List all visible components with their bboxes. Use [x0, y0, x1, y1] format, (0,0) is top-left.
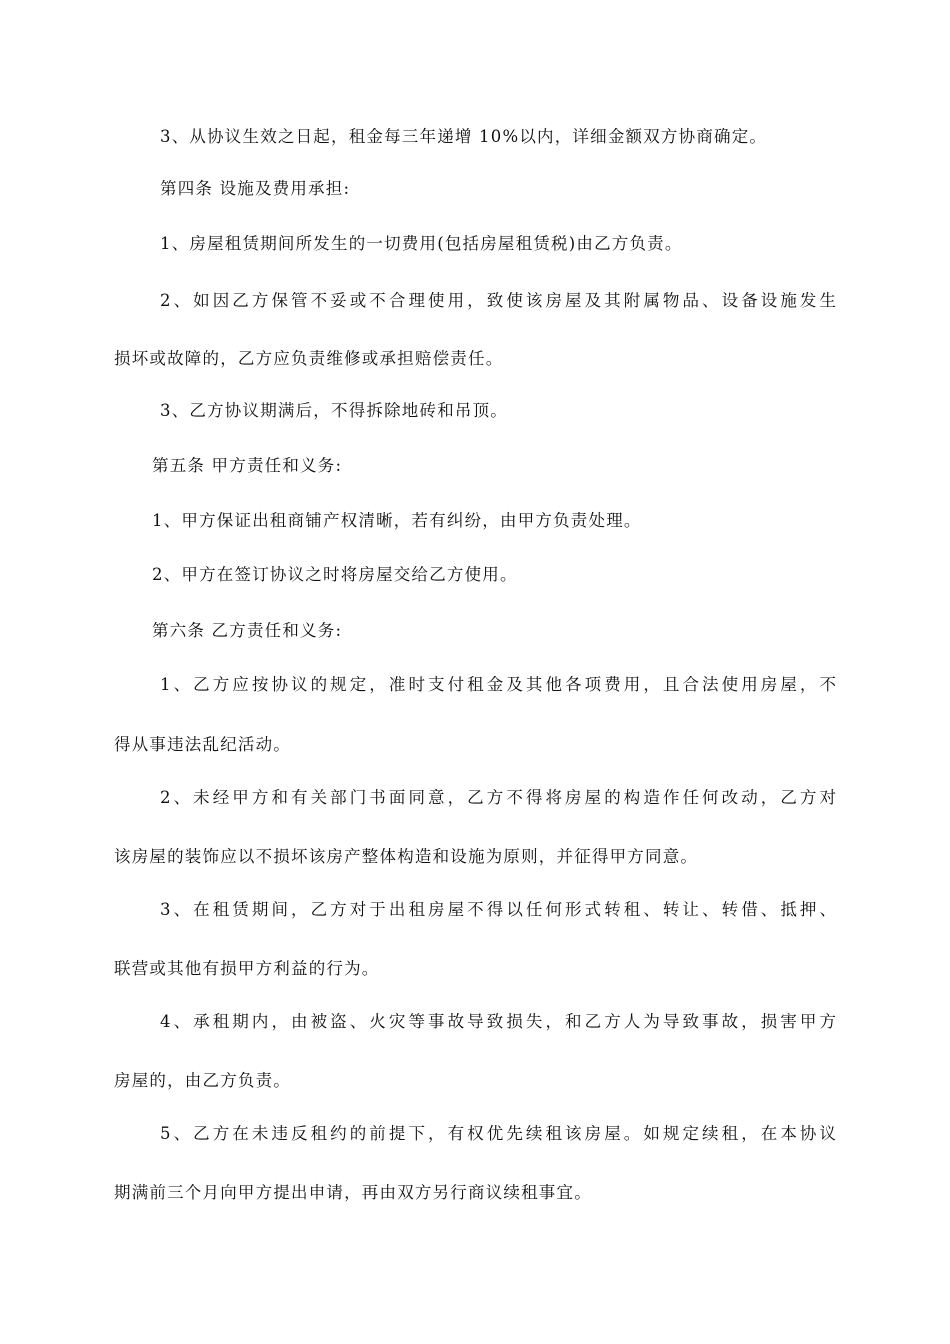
article-6-item-1-line-1: 1、乙方应按协议的规定，准时支付租金及其他各项费用，且合法使用房屋，不: [160, 675, 836, 694]
article-4-item-2-line-2: 损坏或故障的，乙方应负责维修或承担赔偿责任。: [114, 349, 504, 368]
article-6-item-5-line-2: 期满前三个月向甲方提出申请，再由双方另行商议续租事宜。: [114, 1183, 592, 1202]
article-5-item-1: 1、甲方保证出租商铺产权清晰，若有纠纷，由甲方负责处理。: [152, 511, 642, 530]
article-6-item-4-line-1: 4、承租期内，由被盗、火灾等事故导致损失，和乙方人为导致事故，损害甲方: [160, 1012, 836, 1031]
article-5-item-2: 2、甲方在签订协议之时将房屋交给乙方使用。: [152, 565, 518, 584]
article-4-item-3: 3、乙方协议期满后，不得拆除地砖和吊顶。: [160, 401, 508, 420]
article-6-item-2-line-1: 2、未经甲方和有关部门书面同意，乙方不得将房屋的构造作任何改动，乙方对: [160, 788, 836, 807]
article-6-item-1-line-2: 得从事违法乱纪活动。: [114, 735, 291, 754]
clause-rent-increase: 3、从协议生效之日起，租金每三年递增 10%以内，详细金额双方协商确定。: [160, 127, 768, 146]
article-6-item-3-line-2: 联营或其他有损甲方利益的行为。: [114, 959, 380, 978]
article-4-heading: 第四条 设施及费用承担:: [160, 179, 351, 198]
article-6-item-4-line-2: 房屋的，由乙方负责。: [114, 1071, 291, 1090]
article-4-item-1: 1、房屋租赁期间所发生的一切费用(包括房屋租赁税)由乙方负责。: [160, 234, 683, 253]
article-4-item-2-line-1: 2、如因乙方保管不妥或不合理使用，致使该房屋及其附属物品、设备设施发生: [160, 291, 836, 310]
article-6-item-5-line-1: 5、乙方在未违反租约的前提下，有权优先续租该房屋。如规定续租，在本协议: [160, 1124, 836, 1143]
article-6-item-2-line-2: 该房屋的装饰应以不损坏该房产整体构造和设施为原则，并征得甲方同意。: [114, 847, 699, 866]
article-6-item-3-line-1: 3、在租赁期间，乙方对于出租房屋不得以任何形式转租、转让、转借、抵押、: [160, 900, 836, 919]
article-5-heading: 第五条 甲方责任和义务:: [152, 456, 343, 475]
article-6-heading: 第六条 乙方责任和义务:: [152, 621, 343, 640]
